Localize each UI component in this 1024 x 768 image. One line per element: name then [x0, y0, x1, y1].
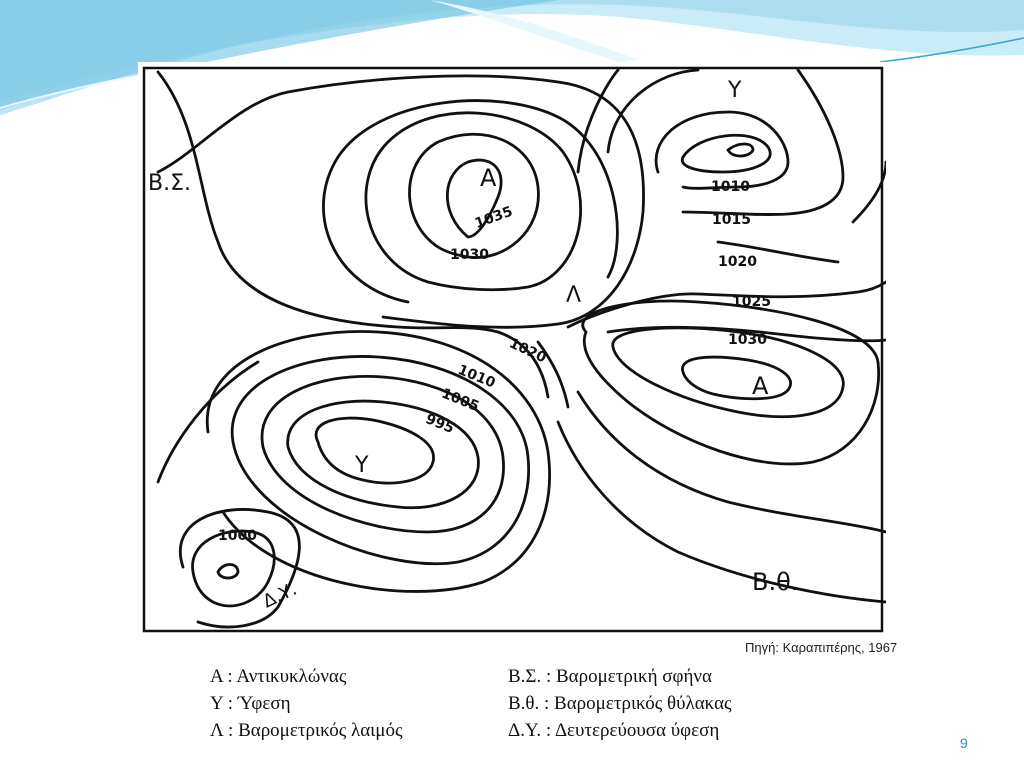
isobar-label-1010a: 1010	[711, 179, 750, 195]
ridge-label: B.θ.	[752, 568, 799, 596]
legend-item: Α : Αντικυκλώνας	[210, 666, 347, 687]
secondary-low-label: Δ.Υ.	[259, 578, 301, 613]
isobar-open	[558, 422, 886, 602]
isobar-1010b	[207, 332, 549, 592]
low-label-2: Y	[355, 453, 369, 478]
legend-item: Β.θ. : Βαρομετρικός θύλακας	[508, 693, 732, 714]
page-number: 9	[960, 735, 968, 751]
isobar-label-1010b: 1010	[455, 362, 498, 392]
isobar-label-995: 995	[423, 411, 457, 437]
legend-item: Δ.Υ. : Δευτερεύουσα ύφεση	[508, 720, 720, 741]
legend	[138, 655, 886, 750]
high-label-1: A	[480, 164, 497, 192]
isobar-ring	[410, 134, 539, 257]
isobar-label-1015: 1015	[712, 212, 751, 228]
isobar-label-1000: 1000	[218, 528, 257, 544]
isobar-ring	[316, 418, 433, 483]
isobar-open	[578, 392, 886, 532]
low-label-1: Y	[728, 78, 742, 103]
legend-item: Λ : Βαρομετρικός λαιμός	[210, 720, 403, 741]
legend-item: Β.Σ. : Βαρομετρική σφήνα	[508, 666, 712, 687]
isobar-1020b	[158, 72, 548, 397]
weather-map	[138, 62, 886, 637]
trough-label: B.Σ.	[148, 171, 191, 196]
isobar-label-1035: 1035	[472, 203, 515, 232]
isobar-ring	[218, 565, 238, 579]
high-label-2: A	[752, 372, 769, 400]
legend-left-column	[210, 663, 403, 744]
source-caption: Πηγή: Καραπιπέρης, 1967	[745, 640, 898, 655]
isobar-label-1025: 1025	[732, 294, 771, 310]
isobar-map-svg	[138, 62, 886, 637]
legend-item: Υ : Ύφεση	[210, 693, 291, 714]
isobar-label-1020b: 1020	[506, 335, 549, 367]
isobar-ring	[682, 135, 770, 172]
col-label: Λ	[566, 283, 582, 308]
isobar-ring	[366, 113, 581, 290]
isobar-ring	[288, 401, 479, 508]
isobar-label-1030a: 1030	[450, 247, 489, 263]
isobar-ring	[583, 301, 879, 464]
isobar-1030a	[323, 101, 617, 302]
isobar-label-1020a: 1020	[718, 254, 757, 270]
isobar-label-1030b: 1030	[728, 332, 767, 348]
isobar-ring	[728, 144, 753, 156]
isobar-label-1005: 1005	[439, 385, 482, 416]
isobar-ring	[682, 357, 790, 399]
legend-right-column	[508, 663, 732, 744]
